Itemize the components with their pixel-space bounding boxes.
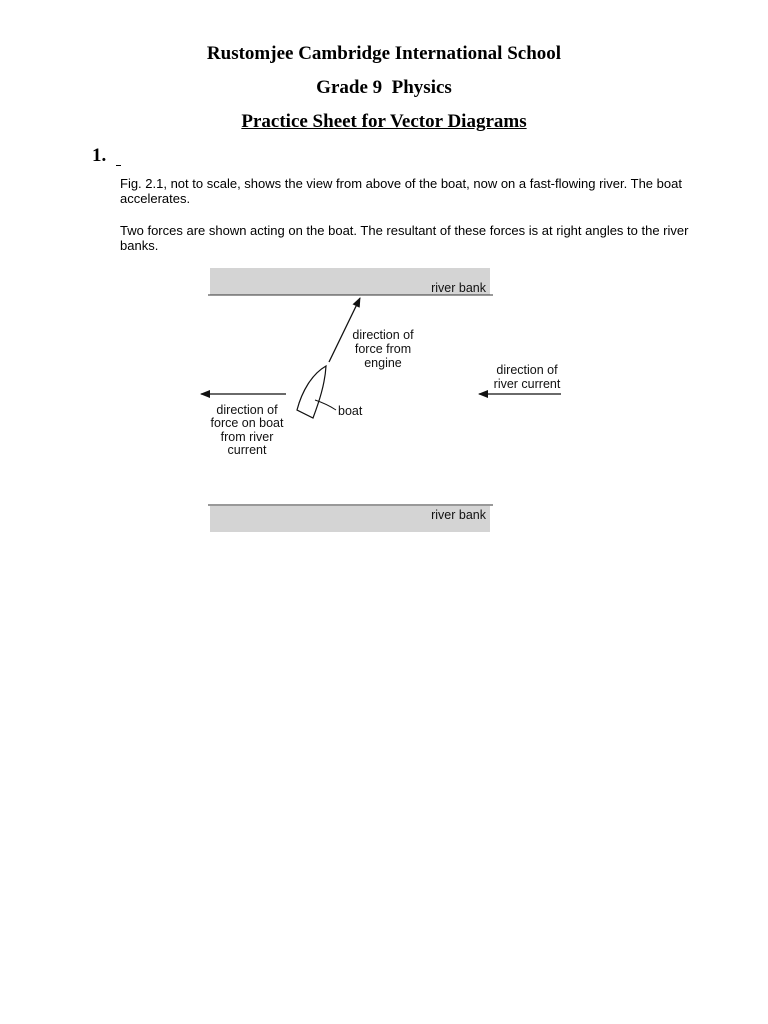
force-current-label-line-3: from river: [220, 430, 274, 444]
question-paragraph-1: Fig. 2.1, not to scale, shows the view from above of the boat, now on a fast-flowing river. The boat accelerates.: [120, 176, 682, 206]
current-label-line-1: direction of: [496, 363, 558, 377]
question-number: 1.: [92, 145, 107, 166]
bottom-bank-label: river bank: [431, 508, 486, 522]
engine-label-line-3: engine: [364, 356, 402, 370]
force-current-label-line-4: current: [227, 443, 267, 457]
boat-shape: [297, 366, 326, 418]
boat-label: boat: [338, 404, 363, 418]
force-current-label-line-1: direction of: [216, 403, 278, 417]
engine-label-line-1: direction of: [352, 328, 414, 342]
current-label-line-2: river current: [493, 377, 561, 391]
force-current-label-line-2: force on boat: [210, 416, 284, 430]
engine-label-line-2: force from: [354, 342, 412, 356]
school-name: Rustomjee Cambridge International School: [206, 43, 562, 64]
question-paragraph-2: Two forces are shown acting on the boat. The resultant of these forces is at right angles to the river banks.: [120, 223, 689, 253]
top-bank-label: river bank: [431, 281, 486, 295]
sheet-title: Practice Sheet for Vector Diagrams: [241, 111, 527, 132]
grade-subject: Grade 9 Physics: [316, 77, 452, 98]
